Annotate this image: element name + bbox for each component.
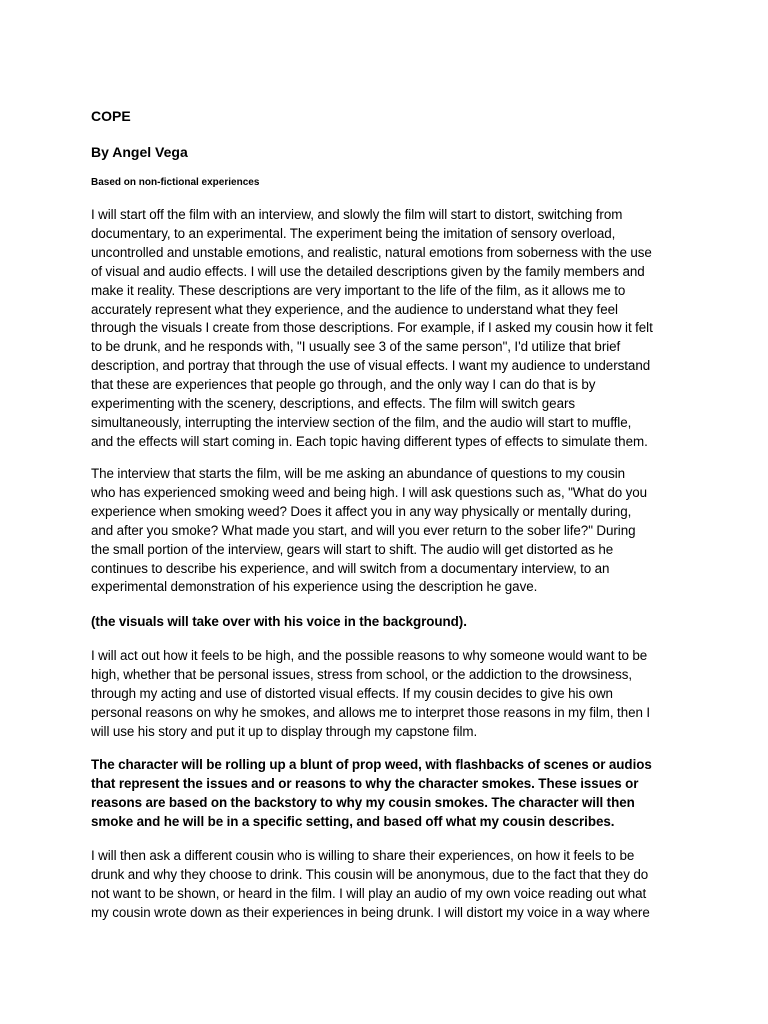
document-note: Based on non-fictional experiences [91,177,260,188]
paragraph-line: experimenting with the scenery, descriptions, and effects. The film will switch gears [91,396,576,412]
paragraph-line: uncontrolled and unstable emotions, and realistic, natural emotions from soberness with the use [91,244,652,260]
paragraph-line: experience when smoking weed? Does it affect you in any way physically or mentally during, [91,503,632,519]
paragraph-line: drunk and why they choose to drink. This cousin will be anonymous, due to the fact that they do [91,866,649,882]
paragraph-line: through my acting and use of distorted visual effects. If my cousin decides to give his own [91,685,613,701]
paragraph-line: I will start off the film with an interview, and slowly the film will start to distort, switching from [91,207,623,222]
paragraph-line: that represent the issues and or reasons to why the character smokes. These issues or [91,775,639,791]
paragraph-line: high, whether that be personal issues, stress from school, or the addiction to the drowsiness, [91,666,633,682]
paragraph-line: of visual and audio effects. I will use the detailed descriptions given by the family members and [91,263,645,279]
paragraph-line: description, and portray that through the use of visual effects. I want my audience to understand [91,358,651,374]
paragraph-line: my cousin wrote down as their experiences in being drunk. I will distort my voice in a way where [91,904,650,920]
paragraph-line: (the visuals will take over with his voice in the background). [91,614,467,629]
paragraph-line: reasons are based on the backstory to why my cousin smokes. The character will then [91,794,635,810]
paragraph-intro [91,206,681,452]
paragraph-line: experimental demonstration of his experience using the description he gave. [91,579,538,595]
paragraph-line: I will then ask a different cousin who is willing to share their experiences, on how it feels to be [91,848,635,863]
paragraph-line: personal reasons on why he smokes, and allows me to interpret those reasons in my film, then I [91,704,651,720]
paragraph-character-scene [91,756,681,832]
document-author: By Angel Vega [91,144,188,160]
paragraph-line: I will act out how it feels to be high, and the possible reasons to why someone would want to be [91,648,648,663]
paragraph-interview [91,465,681,597]
paragraph-drinking [91,847,681,923]
paragraph-visuals-note [91,613,681,632]
paragraph-line: who has experienced smoking weed and being high. I will ask questions such as, "What do you [91,484,648,500]
paragraph-line: will use his story and put it up to display through my capstone film. [91,723,478,739]
paragraph-line: through the visuals I create from those descriptions. For example, if I asked my cousin how it felt [91,320,653,336]
paragraph-acting [91,647,681,742]
paragraph-line: smoke and he will be in a specific setting, and based off what my cousin describes. [91,813,615,829]
paragraph-line: that these are experiences that people go through, and the only way I can do that is by [91,377,596,393]
paragraph-line: simultaneously, interrupting the interview section of the film, and the audio will start to muffle, [91,414,632,430]
paragraph-line: and the effects will start coming in. Each topic having different types of effects to simulate them. [91,433,648,449]
paragraph-line: not want to be shown, or heard in the film. I will play an audio of my own voice reading out what [91,885,647,901]
paragraph-line: The interview that starts the film, will be me asking an abundance of questions to my cousin [91,466,626,481]
paragraph-line: The character will be rolling up a blunt of prop weed, with flashbacks of scenes or audios [91,757,652,772]
paragraph-line: accurately represent what they experience, and the audience to understand what they feel [91,301,618,317]
paragraph-line: and after you smoke? What made you start, and will you ever return to the sober life?" During [91,522,636,538]
paragraph-line: the small portion of the interview, gears will start to shift. The audio will get distorted as he [91,541,614,557]
paragraph-line: continues to describe his experience, and will switch from a documentary interview, to an [91,560,610,576]
paragraph-line: to be drunk, and he responds with, "I usually see 3 of the same person", I'd utilize that brief [91,339,621,355]
paragraph-line: documentary, to an experimental. The experiment being the imitation of sensory overload, [91,225,616,241]
paragraph-line: make it reality. These descriptions are very important to the life of the film, as it allows me to [91,282,626,298]
document-title: COPE [91,108,131,124]
